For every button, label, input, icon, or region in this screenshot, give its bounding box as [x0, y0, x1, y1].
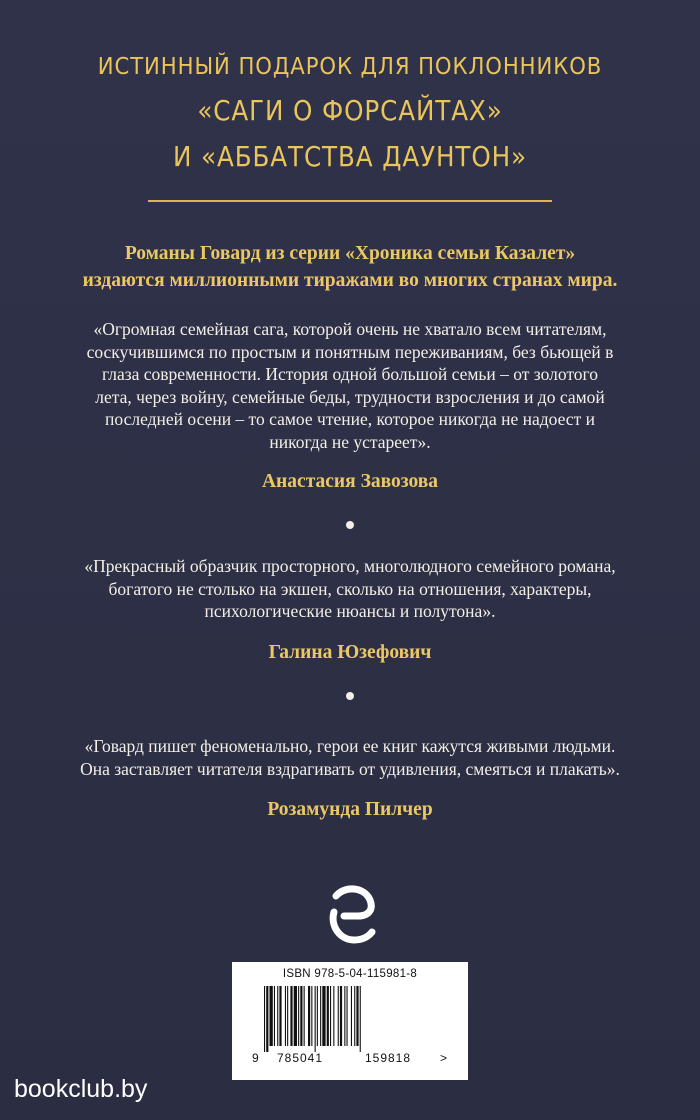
- separator-bullet: [346, 521, 354, 529]
- quote-line: богатого не столько на экшен, сколько на отношения, характеры,: [108, 578, 592, 599]
- barcode-digits-group-1: 785041: [276, 1051, 324, 1064]
- quote-line: психологические нюансы и полутона».: [204, 601, 496, 621]
- quote-line: «Прекрасный образчик просторного, многолюдного семейного романа,: [84, 556, 616, 576]
- barcode-bar: [264, 986, 265, 1052]
- review-quote-2: [30, 555, 670, 623]
- intro-line-1: Романы Говард из серии «Хроника семьи Казалет»: [124, 243, 576, 264]
- quote-line: «Говард пишет феноменально, герои ее книг кажутся живыми людьми.: [84, 736, 616, 756]
- quote-line: «Огромная семейная сага, которой очень не хватало всем читателям,: [93, 319, 607, 339]
- quote-line: никогда не устареет».: [269, 431, 431, 452]
- barcode-icon: [250, 986, 450, 1064]
- quote-line: Она заставляет читателя вздрагивать от удивления, смеяться и плакать».: [80, 758, 620, 779]
- barcode-bar: [320, 986, 321, 1046]
- intro-line-2: издаются миллионными тиражами во многих странах мира.: [82, 270, 618, 291]
- barcode-bar: [317, 986, 318, 1046]
- eksmo-e-logo-icon: [324, 882, 380, 946]
- barcode-bar: [294, 986, 297, 1046]
- barcode-digits-group-2: 159818: [364, 1051, 412, 1064]
- barcode-bar: [327, 986, 329, 1046]
- quote-line: глаза современности. История одной большой семьи – от золотого: [101, 364, 599, 384]
- barcode-bar: [344, 986, 345, 1046]
- review-author-3: Розамунда Пилчер: [267, 799, 433, 820]
- barcode-bar: [308, 986, 310, 1046]
- barcode-bar: [287, 986, 288, 1046]
- barcode-bar: [304, 986, 305, 1046]
- quote-line: последней осени – то самое чтение, которое никогда не надоест и: [105, 409, 595, 429]
- barcode-bar: [315, 986, 316, 1052]
- barcode-bar: [311, 986, 312, 1046]
- review-quote-3: [30, 735, 670, 780]
- barcode-label: [232, 962, 468, 1080]
- quote-line: соскучившимся по простым и понятным переживаниям, без бьющей в: [86, 341, 614, 362]
- barcode-digit-first: 9: [252, 1051, 259, 1064]
- gold-divider: [148, 200, 552, 202]
- barcode-bar: [279, 986, 281, 1046]
- series-intro: [20, 240, 680, 294]
- barcode-bar: [333, 986, 334, 1046]
- barcode-bar: [347, 986, 348, 1046]
- barcode-bar: [277, 986, 278, 1046]
- barcode-bar: [290, 986, 292, 1046]
- barcode-bar: [330, 986, 331, 1046]
- isbn-number: ISBN 978-5-04-115981-8: [282, 968, 418, 980]
- quote-line: лета, через войну, семейные беды, трудности взросления и до самой: [95, 386, 605, 407]
- review-author-1: Анастасия Завозова: [261, 471, 439, 492]
- review-author-2: Галина Юзефович: [268, 642, 432, 663]
- barcode-bar: [354, 986, 355, 1046]
- headline-line-3: И «АББАТСТВА ДАУНТОН»: [173, 140, 527, 173]
- barcode-bar: [300, 986, 302, 1046]
- barcode-bar: [274, 986, 275, 1046]
- barcode-bar: [338, 986, 339, 1046]
- barcode-bar: [351, 986, 352, 1046]
- barcode-bar: [298, 986, 299, 1046]
- watermark-site: bookclub.by: [14, 1075, 148, 1103]
- barcode-bar: [356, 986, 358, 1046]
- separator-bullet: [346, 692, 354, 700]
- barcode-bar: [322, 986, 325, 1046]
- barcode-bar: [266, 986, 268, 1052]
- headline: [0, 46, 700, 180]
- review-quote-1: [30, 318, 670, 453]
- barcode-bar: [360, 986, 361, 1052]
- barcode-bar: [270, 986, 273, 1046]
- barcode-bar: [285, 986, 286, 1046]
- headline-line-1: ИСТИННЫЙ ПОДАРОК ДЛЯ ПОКЛОННИКОВ: [97, 54, 603, 80]
- headline-line-2: «САГИ О ФОРСАЙТАХ»: [197, 94, 503, 127]
- barcode-bar: [340, 986, 342, 1046]
- barcode-bars: [264, 986, 361, 1052]
- barcode-arrow: >: [440, 1051, 448, 1064]
